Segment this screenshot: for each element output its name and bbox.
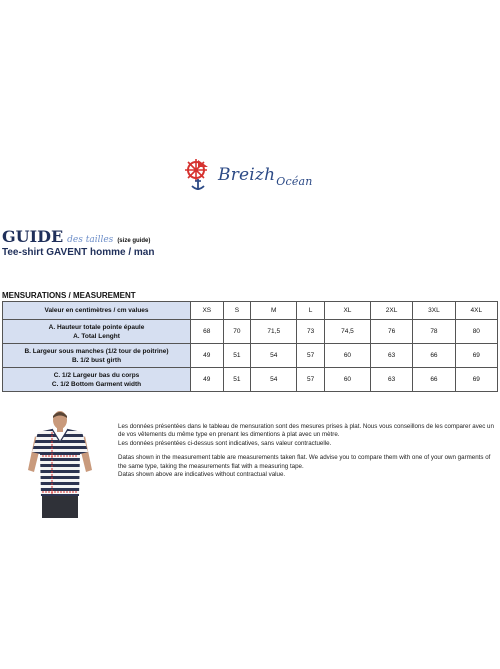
- table-cell: 71,5: [251, 320, 297, 344]
- table-cell: 66: [413, 344, 455, 368]
- table-header-cell: XL: [324, 302, 370, 320]
- note-en-2: Datas shown above are indicatives without contractual value.: [118, 471, 286, 479]
- table-cell: 73: [297, 320, 325, 344]
- row-label-en: B. 1/2 bust girth: [71, 356, 122, 364]
- guide-paren: (size guide): [117, 238, 151, 244]
- table-header-cell: XS: [191, 302, 224, 320]
- row-label-en: A. Total Lenght: [73, 332, 120, 340]
- ship-wheel-anchor-icon: [182, 157, 216, 193]
- table-header-cell: S: [223, 302, 251, 320]
- table-cell: 63: [370, 368, 412, 392]
- guide-title: GUIDE: [2, 227, 64, 246]
- table-cell: 66: [413, 368, 455, 392]
- table-header-cell: 2XL: [370, 302, 412, 320]
- table-cell: 60: [324, 344, 370, 368]
- model-photo: [22, 410, 98, 518]
- guide-script: des tailles: [67, 235, 114, 245]
- table-cell: 69: [455, 344, 497, 368]
- table-cell: 49: [191, 368, 224, 392]
- guide-heading: [2, 227, 150, 246]
- table-cell: 63: [370, 344, 412, 368]
- note-fr-1: Les données présentées dans le tableau de mensuration sont des mesures prises à plat. Nous vous conseillons de les comparer avec un de vos vêtements du même type en prenant les dimentions à plat avec un mètre.: [118, 423, 494, 439]
- table-cell: 74,5: [324, 320, 370, 344]
- table-cell: 49: [191, 344, 224, 368]
- note-en-1: Datas shown in the measurement table are measurements taken flat. We advise you to compare them with one of your own garments of the same type, taking the measurements flat with a measuring tape.: [118, 454, 491, 470]
- table-cell: 51: [223, 344, 251, 368]
- table-row: [3, 368, 498, 392]
- table-header-row: [3, 302, 498, 320]
- table-cell: 54: [251, 344, 297, 368]
- row-label: [3, 368, 191, 392]
- size-table: [2, 301, 498, 392]
- table-header-cell: 4XL: [455, 302, 497, 320]
- table-header-cell: Valeur en centimètres / cm values: [3, 302, 191, 320]
- table-cell: 68: [191, 320, 224, 344]
- row-label: [3, 344, 191, 368]
- table-cell: 51: [223, 368, 251, 392]
- table-header-cell: L: [297, 302, 325, 320]
- table-cell: 57: [297, 344, 325, 368]
- table-cell: 57: [297, 368, 325, 392]
- row-label-fr: C. 1/2 Largeur bas du corps: [53, 371, 140, 379]
- size-notes: [118, 423, 496, 479]
- table-cell: 78: [413, 320, 455, 344]
- table-row: [3, 320, 498, 344]
- table-cell: 60: [324, 368, 370, 392]
- table-header-cell: M: [251, 302, 297, 320]
- table-cell: 70: [223, 320, 251, 344]
- brand-name: Breizh$_{Océan}$: [218, 165, 313, 188]
- measurement-title: MENSURATIONS / MEASUREMENT: [2, 291, 136, 300]
- table-row: [3, 344, 498, 368]
- row-label-fr: B. Largeur sous manches (1/2 tour de poitrine): [24, 347, 169, 355]
- table-cell: 54: [251, 368, 297, 392]
- brand-logo: [182, 155, 322, 195]
- table-cell: 76: [370, 320, 412, 344]
- table-cell: 80: [455, 320, 497, 344]
- row-label-en: C. 1/2 Bottom Garment width: [51, 380, 142, 388]
- row-label: [3, 320, 191, 344]
- note-fr-2: Les données présentées ci-dessus sont indicatives, sans valeur contractuelle.: [118, 439, 332, 447]
- product-title: Tee-shirt GAVENT homme / man: [2, 247, 155, 258]
- row-label-fr: A. Hauteur totale pointe épaule: [48, 323, 145, 331]
- brand-suffix: Océan: [276, 175, 313, 188]
- table-cell: 69: [455, 368, 497, 392]
- table-header-cell: 3XL: [413, 302, 455, 320]
